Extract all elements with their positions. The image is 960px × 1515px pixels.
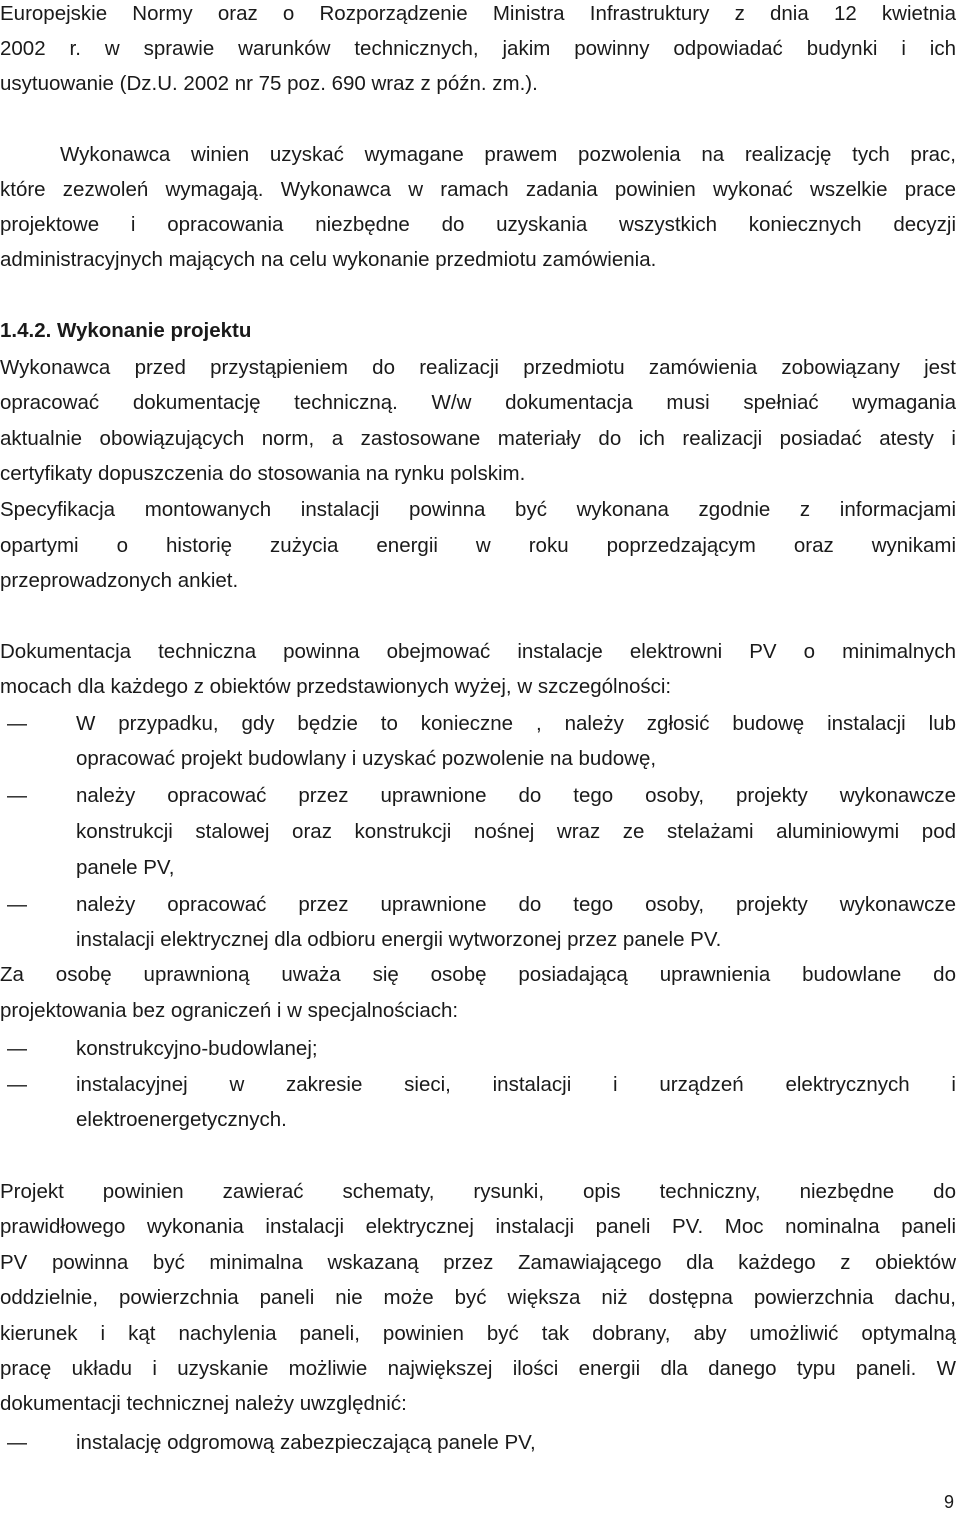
text-line: opracować dokumentację techniczną. W/w dokumentacja musi spełniać wymagania bbox=[0, 391, 956, 414]
text-line: Za osobę uprawnioną uważa się osobę posiadającą uprawnienia budowlane do bbox=[0, 963, 956, 986]
dash-bullet-icon: — bbox=[7, 785, 27, 807]
dash-bullet-icon: — bbox=[7, 713, 27, 735]
text-line: konstrukcji stalowej oraz konstrukcji nośnej wraz ze stelażami aluminiowymi pod bbox=[76, 820, 956, 843]
text-line: należy opracować przez uprawnione do tego osoby, projekty wykonawcze bbox=[76, 893, 956, 916]
section-heading: 1.4.2. Wykonanie projektu bbox=[0, 319, 252, 342]
dash-bullet-icon: — bbox=[7, 1038, 27, 1060]
text-line: prawidłowego wykonania instalacji elektrycznej instalacji paneli PV. Moc nominalna paneli bbox=[0, 1215, 956, 1238]
text-line: aktualnie obowiązujących norm, a zastosowane materiały do ich realizacji posiadać atesty i bbox=[0, 427, 956, 450]
text-line: instalacji elektrycznej dla odbioru energii wytworzonej przez panele PV. bbox=[76, 928, 722, 951]
text-line: dokumentacji technicznej należy uwzględnić: bbox=[0, 1392, 407, 1415]
text-line: projektowania bez ograniczeń i w specjalnościach: bbox=[0, 999, 459, 1022]
text-line: które zezwoleń wymagają. Wykonawca w ramach zadania powinien wykonać wszelkie prace bbox=[0, 178, 956, 201]
text-line: W przypadku, gdy będzie to konieczne , należy zgłosić budowę instalacji lub bbox=[76, 712, 956, 735]
text-line: elektroenergetycznych. bbox=[76, 1108, 287, 1131]
text-line: Wykonawca przed przystąpieniem do realizacji przedmiotu zamówienia zobowiązany jest bbox=[0, 356, 956, 379]
dash-bullet-icon: — bbox=[7, 894, 27, 916]
text-line: Europejskie Normy oraz o Rozporządzenie Ministra Infrastruktury z dnia 12 kwietnia bbox=[0, 2, 956, 25]
text-line: mocach dla każdego z obiektów przedstawionych wyżej, w szczególności: bbox=[0, 675, 672, 698]
text-line: Wykonawca winien uzyskać wymagane prawem pozwolenia na realizację tych prac, bbox=[60, 143, 956, 166]
text-line: administracyjnych mających na celu wykonanie przedmiotu zamówienia. bbox=[0, 248, 657, 271]
text-line: opracować projekt budowlany i uzyskać pozwolenie na budowę, bbox=[76, 747, 657, 770]
text-line: konstrukcyjno-budowlanej; bbox=[76, 1037, 318, 1060]
text-line: Projekt powinien zawierać schematy, rysunki, opis techniczny, niezbędne do bbox=[0, 1180, 956, 1203]
text-line: projektowe i opracowania niezbędne do uzyskania wszystkich koniecznych decyzji bbox=[0, 213, 956, 236]
text-line: Dokumentacja techniczna powinna obejmować instalacje elektrowni PV o minimalnych bbox=[0, 640, 956, 663]
page-number: 9 bbox=[943, 1492, 954, 1512]
text-line: 2002 r. w sprawie warunków technicznych, jakim powinny odpowiadać budynki i ich bbox=[0, 37, 956, 60]
text-line: certyfikaty dopuszczenia do stosowania na rynku polskim. bbox=[0, 462, 526, 485]
text-line: panele PV, bbox=[76, 856, 175, 879]
text-line: instalację odgromową zabezpieczającą panele PV, bbox=[76, 1431, 536, 1454]
text-line: kierunek i kąt nachylenia paneli, powinien być tak dobrany, aby umożliwić optymalną bbox=[0, 1322, 956, 1345]
text-line: Specyfikacja montowanych instalacji powinna być wykonana zgodnie z informacjami bbox=[0, 498, 956, 521]
text-line: należy opracować przez uprawnione do tego osoby, projekty wykonawcze bbox=[76, 784, 956, 807]
dash-bullet-icon: — bbox=[7, 1074, 27, 1096]
text-line: instalacyjnej w zakresie sieci, instalacji i urządzeń elektrycznych i bbox=[76, 1073, 956, 1096]
text-line: pracę układu i uzyskanie możliwie największej ilości energii dla danego typu paneli. W bbox=[0, 1357, 956, 1380]
text-line: PV powinna być minimalna wskazaną przez Zamawiającego dla każdego z obiektów bbox=[0, 1251, 956, 1274]
text-line: przeprowadzonych ankiet. bbox=[0, 569, 239, 592]
text-line: oddzielnie, powierzchnia paneli nie może być większa niż dostępna powierzchnia dachu, bbox=[0, 1286, 956, 1309]
dash-bullet-icon: — bbox=[7, 1432, 27, 1454]
text-line: opartymi o historię zużycia energii w roku poprzedzającym oraz wynikami bbox=[0, 534, 956, 557]
text-line: usytuowanie (Dz.U. 2002 nr 75 poz. 690 wraz z późn. zm.). bbox=[0, 72, 538, 95]
